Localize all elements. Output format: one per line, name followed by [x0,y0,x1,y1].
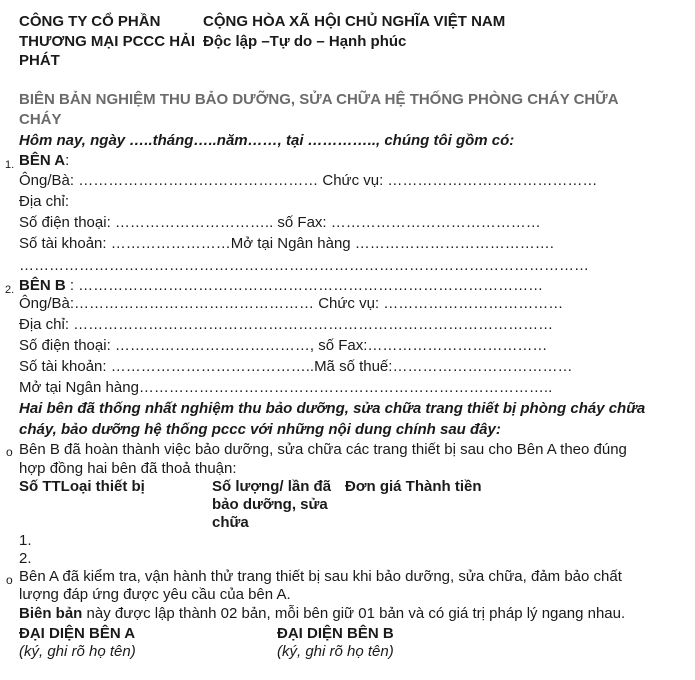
bullet-icon: o [6,573,13,587]
item1-line1: Bên B đã hoàn thành việc bảo dưỡng, sửa chữa các trang thiết bị sau cho Bên A theo đúng [19,441,627,458]
item2-line1: Bên A đã kiểm tra, vận hành thử trang thiết bị sau khi bảo dưỡng, sửa chữa, đảm bảo chất [19,568,622,585]
party-b-phone-fax: Số điện thoại: …………………………………, số Fax:……………………………… [19,337,548,354]
table-header-stt-type: Số TTLoại thiết bị [19,478,145,495]
nation-title: CỘNG HÒA XÃ HỘI CHỦ NGHĨA VIỆT NAM [203,13,506,30]
party-a-address: Địa chỉ: [19,193,70,210]
signature-party-b-note: (ký, ghi rõ họ tên) [277,643,394,660]
party-b-bank: Mở tại Ngân hàng……………………………………………………………………….. [19,379,553,396]
table-row-2: 2. [19,550,32,567]
nation-motto: Độc lập –Tự do – Hạnh phúc [203,33,407,50]
agreement-line2: cháy, bảo dưỡng hệ thống pccc với những nội dung chính sau đây: [19,421,501,438]
party-a-account: Số tài khoản: ……………………Mở tại Ngân hàng …………………………………. [19,235,554,252]
party-b-heading-dots: : ………………………………………………………………………………… [65,277,544,294]
table-row-1: 1. [19,532,32,549]
party-b-heading [19,277,543,295]
signature-party-a: ĐẠI DIỆN BÊN A [19,625,136,642]
item1-line2: hợp đồng hai bên đã thoả thuận: [19,460,237,477]
company-name-line2: THƯƠNG MẠI PCCC HẢI [19,33,196,50]
table-header-qty-line2: bảo dưỡng, sửa [212,496,328,513]
party-a-phone-fax: Số điện thoại: ………………………….. số Fax: …………………………………… [19,214,541,231]
minutes-statement-rest: này được lập thành 02 bản, mỗi bên giữ 01 bản và có giá trị pháp lý ngang nhau. [82,605,626,622]
item2-line2: lượng đáp ứng được yêu cầu của bên A. [19,586,291,603]
party-a-heading [19,152,69,170]
table-header-price-total: Đơn giá Thành tiền [345,478,482,495]
party-a-extra-dots: …………………………………………………………………………………………………… [19,257,589,274]
table-header-qty-line3: chữa [212,514,249,531]
company-name-line3: PHÁT [19,52,60,69]
minutes-statement-bold: Biên bản [19,605,83,622]
signature-party-a-note: (ký, ghi rõ họ tên) [19,643,136,660]
agreement-line1: Hai bên đã thống nhất nghiệm thu bảo dưỡng, sửa chữa trang thiết bị phòng cháy chữa [19,400,646,417]
party-a-representative: Ông/Bà: ………………………………………… Chức vụ: …………………………………… [19,172,598,189]
party-a-label: BÊN A [19,152,66,169]
party-b-representative: Ông/Bà:………………………………………… Chức vụ: ……………………………… [19,295,564,312]
table-header-qty-line1: Số lượng/ lần đã [212,478,332,495]
party-b-address: Địa chỉ: …………………………………………………………………………………… [19,316,554,333]
intro-line: Hôm nay, ngày …..tháng…..năm……, tại ………….., chúng tôi gồm có: [19,132,515,149]
party-a-colon: : [65,152,70,169]
document-title-line1: BIÊN BẢN NGHIỆM THU BẢO DƯỠNG, SỬA CHỮA HỆ THỐNG PHÒNG CHÁY CHỮA [19,91,619,108]
party-b-number: 2. [5,284,15,296]
minutes-statement [19,605,625,623]
bullet-icon: o [6,445,13,459]
party-b-label: BÊN B [19,277,66,294]
party-b-account-tax: Số tài khoản: …………………………………..Mã số thuế:……………………………… [19,358,573,375]
document-title-line2: CHÁY [19,111,62,128]
party-a-number: 1. [5,159,15,171]
signature-party-b: ĐẠI DIỆN BÊN B [277,625,394,642]
company-name-line1: CÔNG TY CỔ PHẦN [19,13,161,30]
